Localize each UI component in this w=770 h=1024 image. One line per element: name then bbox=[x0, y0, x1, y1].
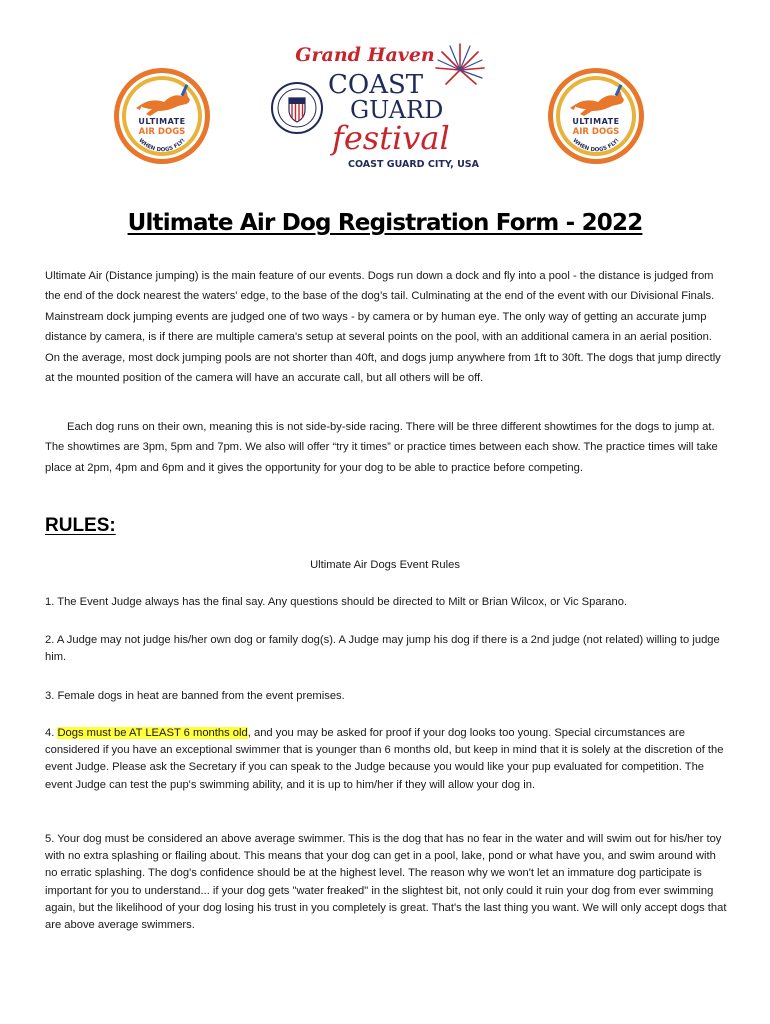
badge-bottom-text: WHEN DOGS FLY! bbox=[137, 137, 187, 154]
rule-4-highlight: Dogs must be AT LEAST 6 months old bbox=[57, 727, 248, 739]
ultimate-air-dogs-logo-right bbox=[546, 66, 646, 166]
rules-subheading: Ultimate Air Dogs Event Rules bbox=[310, 559, 460, 571]
logo-line1: Grand Haven bbox=[295, 44, 435, 66]
page-title: Ultimate Air Dog Registration Form - 2022 bbox=[127, 210, 643, 236]
page-header bbox=[0, 38, 770, 188]
coast-guard-seal-icon bbox=[272, 83, 322, 133]
coast-guard-festival-logo bbox=[270, 38, 500, 178]
rule-1: 1. The Event Judge always has the final say. Any questions should be directed to Milt or Brian Wilcox, or Vic Sparano. bbox=[45, 596, 628, 608]
intro-paragraph-2: Each dog runs on their own, meaning this is not side-by-side racing. There will be three different showtimes for the dogs to jump at. The showtimes are 3pm, 5pm and 7pm. We also will offer “try it times” or practice times between each show. The practice times will take place at 2pm, 4pm and 6pm and it gives the opportunity for your dog to be able to practice before competing. bbox=[45, 421, 718, 474]
badge-middle-text: AIR DOGS bbox=[572, 127, 620, 137]
badge-top-text: ULTIMATE bbox=[138, 117, 186, 126]
logo-line4: festival bbox=[332, 119, 450, 157]
rule-4-prefix: 4. bbox=[45, 727, 58, 739]
logo-line2: COAST bbox=[328, 70, 424, 100]
rules-heading: RULES: bbox=[45, 515, 116, 536]
logo-tagline: COAST GUARD CITY, USA bbox=[348, 159, 479, 170]
ultimate-air-dogs-logo-left bbox=[112, 66, 212, 166]
logo-line3: GUARD bbox=[350, 96, 444, 124]
rule-4 bbox=[45, 725, 729, 794]
badge-top-text: ULTIMATE bbox=[572, 117, 620, 126]
intro-paragraph-1: Ultimate Air (Distance jumping) is the main feature of our events. Dogs run down a dock and fly into a pool - the distance is judged from the end of the dock nearest the waters' edge, to the base of the dog’s tail. Culminating at the end of the event with our Divisional Finals. Mainstream dock jumping events are judged one of two ways - by camera or by human eye. The only way of getting an accurate jump distance by camera, is if there are multiple camera's setup at several points on the pool, with an additional camera in an aerial position. On the average, most dock jumping pools are not shorter than 40ft, and dogs jump anywhere from 1ft to 30ft. The dogs that jump directly at the mounted position of the camera will have an accurate call, but all others will be off. bbox=[45, 270, 721, 385]
rule-2: 2. A Judge may not judge his/her own dog or family dog(s). A Judge may jump his dog if there is a 2nd judge (not related) willing to judge him. bbox=[45, 634, 720, 664]
fireworks-icon bbox=[436, 44, 484, 84]
badge-bottom-text: WHEN DOGS FLY! bbox=[571, 137, 621, 154]
rule-4-rest: , and you may be asked for proof if your dog looks too young. Special circumstances are considered if you have an exceptional swimmer that is younger than 6 months old, but keep in mind that it is solely at the discretion of the event Judge. Please ask the Secretary if you can speak to the Judge because you would like your pup evaluated for competition. The event Judge can test the pup's swimming ability, and it is up to him/her if they will allow your dog in. bbox=[45, 727, 724, 791]
rule-5: 5. Your dog must be considered an above average swimmer. This is the dog that has no fear in the water and will swim out for his/her toy with no extra splashing or flailing about. This means that your dog can get in a pool, lake, pond or what have you, and swim around with no erratic splashing. The dog's confidence should be at the highest level. The reason why we won't let an immature dog participate is important for you to understand... if your dog gets "water freaked" in the slightest bit, not only could it ruin your dog from ever swimming again, but the likelihood of your dog losing his trust in you completely is great. That's the last thing you want. We will only accept dogs that are above average swimmers. bbox=[45, 833, 727, 932]
badge-middle-text: AIR DOGS bbox=[138, 127, 186, 137]
rule-3: 3. Female dogs in heat are banned from the event premises. bbox=[45, 690, 345, 702]
